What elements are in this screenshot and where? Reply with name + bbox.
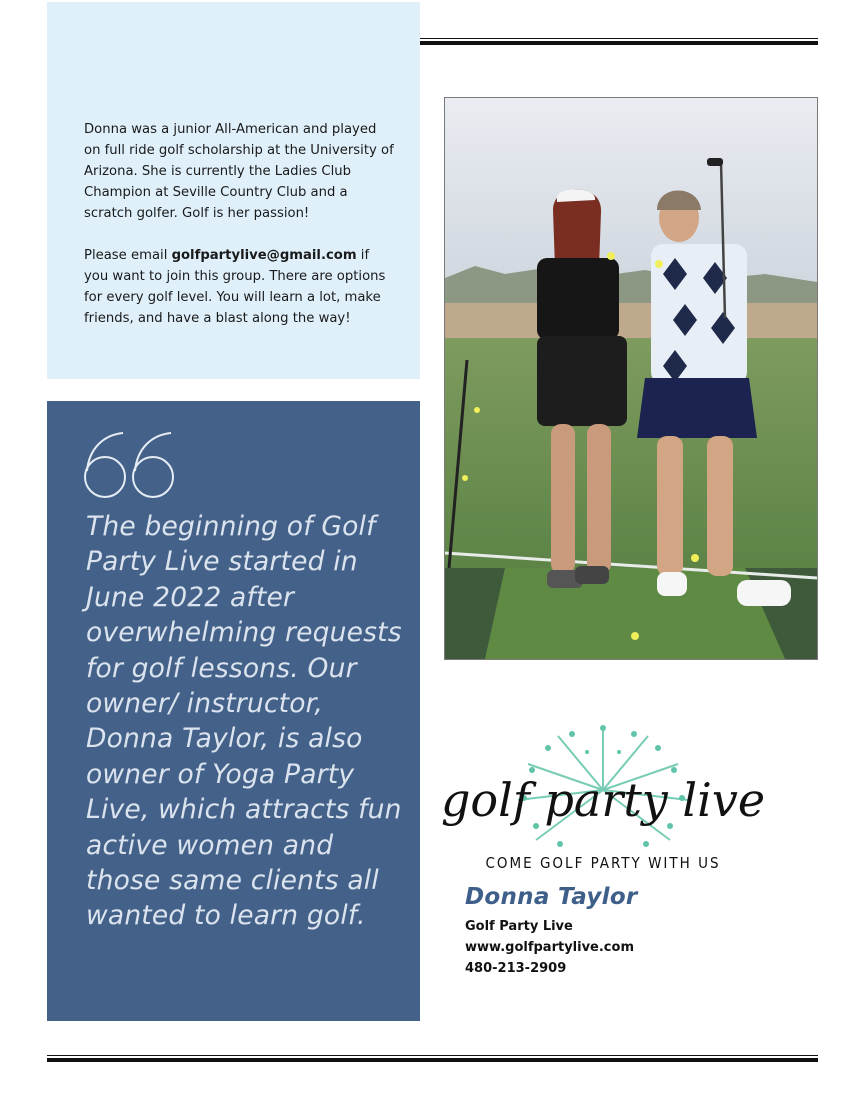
intro-text <box>84 119 394 350</box>
intro-paragraph-2: Please email golfpartylive@gmail.com if you want to join this group. There are options for every golf level. You will learn a lot, make friends, and have a blast along the way! <box>84 248 386 326</box>
bottom-rule <box>47 1055 818 1062</box>
logo-tagline: COME GOLF PARTY WITH US <box>485 854 721 872</box>
contact-website[interactable]: www.golfpartylive.com <box>465 940 634 955</box>
logo-sunburst-icon <box>440 722 766 878</box>
quote-mark-icon <box>83 431 179 501</box>
intro-paragraph-1: Donna was a junior All-American and played on full ride golf scholarship at the University of Arizona. She is currently the Ladies Club Champion at Seville Country Club and a scratch golfer. Golf is her passion! <box>84 122 394 221</box>
logo-wordmark: golf party live <box>440 773 766 827</box>
contact-phone[interactable]: 480-213-2909 <box>465 961 567 976</box>
quote-text: The beginning of Golf Party Live started in June 2022 after overwhelming requests for golf lessons. Our owner/ instructor, Donna Taylor, is also owner of Yoga Party Live, which attracts fun active women and those same clients all wanted to learn golf. <box>86 511 402 932</box>
intro-panel <box>47 2 420 379</box>
quote-panel <box>47 401 420 1021</box>
golfers-photo <box>444 97 818 660</box>
golf-party-live-logo <box>440 722 766 878</box>
contact-block <box>465 884 638 979</box>
email-link[interactable]: golfpartylive@gmail.com <box>171 248 357 263</box>
contact-name: Donna Taylor <box>465 884 638 910</box>
contact-company: Golf Party Live <box>465 919 573 934</box>
